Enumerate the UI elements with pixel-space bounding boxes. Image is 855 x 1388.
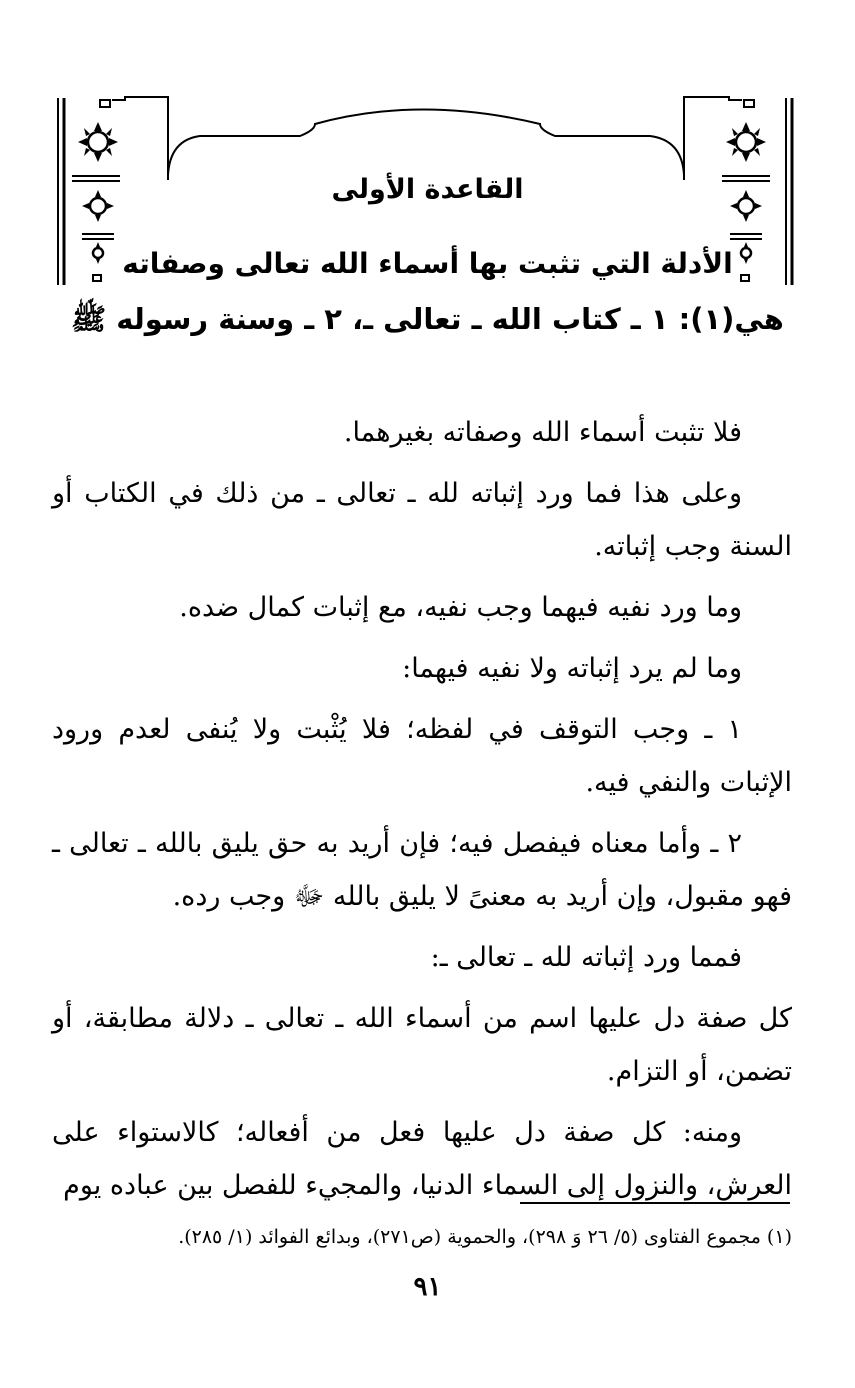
paragraph: وما ورد نفيه فيهما وجب نفيه، مع إثبات كمال ضده. xyxy=(179,592,742,623)
paragraph: كل صفة دل عليها اسم من أسماء الله ـ تعالى ـ دلالة مطابقة، أو تضمن، أو التزام. xyxy=(52,1003,792,1087)
page-number: ٩١ xyxy=(413,1272,442,1302)
paragraph: فلا تثبت أسماء الله وصفاته بغيرهما. xyxy=(343,417,742,448)
main-text xyxy=(52,406,792,1220)
rule-title: القاعدة الأولى xyxy=(331,174,524,205)
decorative-header-frame xyxy=(0,0,855,330)
paragraph: ومنه: كل صفة دل عليها فعل من أفعاله؛ كالاستواء على العرش، والنزول إلى السماء الدنيا، والمجيء للفصل بين عباده يوم xyxy=(52,1117,792,1201)
footnote-separator xyxy=(520,1202,790,1204)
paragraph: ٢ ـ وأما معناه فيفصل فيه؛ فإن أريد به حق يليق بالله ـ تعالى ـ فهو مقبول، وإن أريد به معنىً لا يليق بالله ﷻ وجب رده. xyxy=(52,828,792,912)
paragraph: فمما ورد إثباته لله ـ تعالى ـ: xyxy=(430,942,742,973)
paragraph: وعلى هذا فما ورد إثباته لله ـ تعالى ـ من ذلك في الكتاب أو السنة وجب إثباته. xyxy=(52,478,792,562)
rule-subtitle-line2: هي(١): ١ ـ كتاب الله ـ تعالى ـ، ٢ ـ وسنة رسوله ﷺ xyxy=(71,302,784,336)
footnote: (١) مجموع الفتاوى (٥/ ٢٦ وَ ٢٩٨)، والحموية (ص٢٧١)، وبدائع الفوائد (١/ ٢٨٥). xyxy=(178,1226,792,1248)
rule-subtitle-line1: الأدلة التي تثبت بها أسماء الله تعالى وصفاته xyxy=(122,247,733,280)
paragraph: ١ ـ وجب التوقف في لفظه؛ فلا يُثْبت ولا يُنفى لعدم ورود الإثبات والنفي فيه. xyxy=(52,714,792,798)
paragraph: وما لم يرد إثباته ولا نفيه فيهما: xyxy=(402,653,742,684)
